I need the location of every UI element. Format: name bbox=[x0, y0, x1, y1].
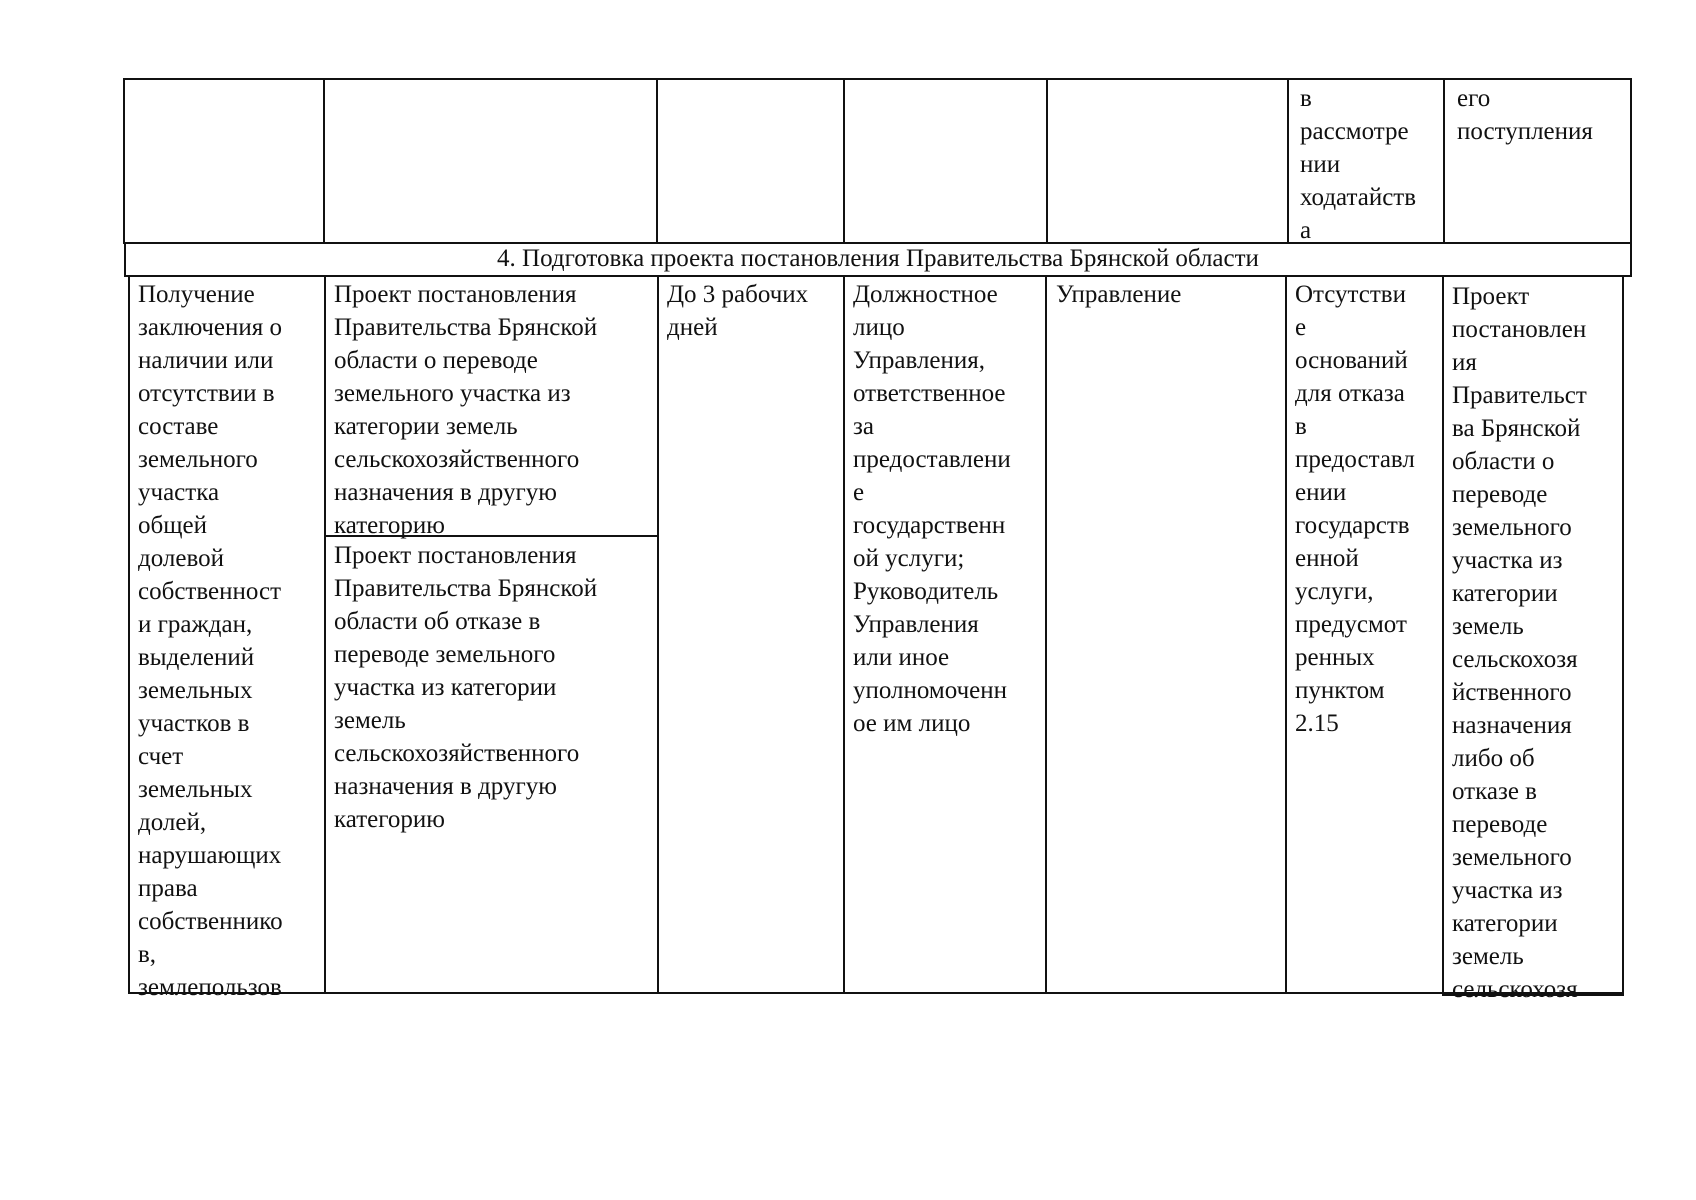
table-vline-main-4 bbox=[1045, 275, 1047, 994]
text-line: права bbox=[138, 875, 198, 902]
text-line: собственнико bbox=[138, 908, 283, 935]
text-line: области об отказе в bbox=[334, 608, 541, 635]
text-line: Управления, bbox=[853, 347, 986, 374]
text-line: ренных bbox=[1295, 644, 1375, 671]
text-line: ое им лицо bbox=[853, 710, 971, 737]
text-line: ия bbox=[1452, 349, 1477, 376]
table-vline-heading-right bbox=[1630, 242, 1632, 277]
text-line: земельных bbox=[138, 677, 253, 704]
text-line: долевой bbox=[138, 545, 224, 572]
text-line: ой услуги; bbox=[853, 545, 965, 572]
table-vline-top-7 bbox=[1630, 78, 1632, 244]
text-line: лицо bbox=[853, 314, 905, 341]
text-line: назначения в другую bbox=[334, 773, 557, 800]
text-line: нии bbox=[1300, 151, 1341, 178]
text-line: государственн bbox=[853, 512, 1006, 539]
col6-criteria-text bbox=[1287, 278, 1442, 740]
text-line: отсутствии в bbox=[138, 380, 275, 407]
text-line: Проект постановления bbox=[334, 542, 577, 569]
col1-text bbox=[130, 278, 324, 1004]
col7-result-text bbox=[1444, 280, 1622, 1006]
table-vline-top-4 bbox=[1046, 78, 1048, 244]
top-row-col7-text bbox=[1449, 82, 1629, 148]
text-line: земельных bbox=[138, 776, 253, 803]
text-line: поступления bbox=[1457, 118, 1593, 145]
text-line: Проект bbox=[1452, 283, 1530, 310]
text-line: ответственное bbox=[853, 380, 1006, 407]
text-line: участка из bbox=[1452, 877, 1563, 904]
text-line: переводе земельного bbox=[334, 641, 556, 668]
text-line: назначения в другую bbox=[334, 479, 557, 506]
text-line: Управления bbox=[853, 611, 979, 638]
text-line: государств bbox=[1295, 512, 1410, 539]
text-line: назначения bbox=[1452, 712, 1572, 739]
text-line: участка из категории bbox=[334, 674, 557, 701]
text-line: а bbox=[1300, 217, 1312, 244]
table-vline-top-0 bbox=[123, 78, 125, 244]
text-line: Правительст bbox=[1452, 382, 1587, 409]
col2-decision-refuse-text bbox=[326, 539, 657, 836]
col5-place-text bbox=[1048, 278, 1285, 311]
text-line: оснований bbox=[1295, 347, 1408, 374]
text-line: долей, bbox=[138, 809, 207, 836]
text-line: Должностное bbox=[853, 281, 998, 308]
text-line: в bbox=[1295, 413, 1307, 440]
text-line: ходатайств bbox=[1300, 184, 1417, 211]
text-line: предоставлени bbox=[853, 446, 1011, 473]
text-line: области о переводе bbox=[334, 347, 538, 374]
col2-decision-grant-text bbox=[326, 278, 657, 542]
text-line: сельскохозя bbox=[1452, 976, 1578, 1003]
text-line: земель bbox=[1452, 943, 1524, 970]
text-line: его bbox=[1457, 85, 1491, 112]
text-line: Правительства Брянской bbox=[334, 575, 598, 602]
text-line: общей bbox=[138, 512, 207, 539]
text-line: землепользов bbox=[138, 974, 282, 1001]
text-line: сельскохозя bbox=[1452, 646, 1578, 673]
text-line: рассмотре bbox=[1300, 118, 1409, 145]
table-border-top bbox=[123, 78, 1632, 80]
text-line: для отказа bbox=[1295, 380, 1405, 407]
text-line: енной bbox=[1295, 545, 1359, 572]
text-line: категории bbox=[1452, 580, 1558, 607]
text-line: Правительства Брянской bbox=[334, 314, 598, 341]
text-line: сельскохозяйственного bbox=[334, 446, 580, 473]
text-line: постановлен bbox=[1452, 316, 1587, 343]
text-line: земель bbox=[334, 707, 406, 734]
table-vline-top-1 bbox=[323, 78, 325, 244]
text-line: земельного bbox=[1452, 844, 1572, 871]
text-line: До 3 рабочих bbox=[667, 281, 809, 308]
text-line: выделений bbox=[138, 644, 255, 671]
text-line: категории земель bbox=[334, 413, 518, 440]
text-line: участков в bbox=[138, 710, 250, 737]
table-vline-top-5 bbox=[1287, 78, 1289, 244]
text-line: участка bbox=[138, 479, 220, 506]
text-line: заключения о bbox=[138, 314, 282, 341]
text-line: Отсутстви bbox=[1295, 281, 1406, 308]
text-line: Получение bbox=[138, 281, 255, 308]
text-line: категорию bbox=[334, 512, 445, 539]
table-vline-top-6 bbox=[1443, 78, 1445, 244]
table-vline-top-3 bbox=[843, 78, 845, 244]
text-line: и граждан, bbox=[138, 611, 253, 638]
text-line: ва Брянской bbox=[1452, 415, 1581, 442]
text-line: в bbox=[1300, 85, 1312, 112]
table-border-bottom bbox=[128, 992, 1624, 994]
text-line: 2.15 bbox=[1295, 710, 1339, 737]
text-line: дней bbox=[667, 314, 718, 341]
text-line: отказе в bbox=[1452, 778, 1537, 805]
text-line: предусмот bbox=[1295, 611, 1407, 638]
text-line: е bbox=[853, 479, 865, 506]
text-line: переводе bbox=[1452, 481, 1548, 508]
text-line: переводе bbox=[1452, 811, 1548, 838]
top-row-col6-text bbox=[1292, 82, 1442, 247]
table-vline-top-2 bbox=[656, 78, 658, 244]
text-line: наличии или bbox=[138, 347, 274, 374]
text-line: за bbox=[853, 413, 874, 440]
text-line: предоставл bbox=[1295, 446, 1415, 473]
text-line: категорию bbox=[334, 806, 445, 833]
text-line: пунктом bbox=[1295, 677, 1385, 704]
text-line: уполномоченн bbox=[853, 677, 1008, 704]
text-line: земельного участка из bbox=[334, 380, 571, 407]
text-line: Проект постановления bbox=[334, 281, 577, 308]
text-line: земельного bbox=[1452, 514, 1572, 541]
text-line: счет bbox=[138, 743, 184, 770]
text-line: участка из bbox=[1452, 547, 1563, 574]
text-line: услуги, bbox=[1295, 578, 1374, 605]
text-line: категории bbox=[1452, 910, 1558, 937]
table-vline-main-7 bbox=[1622, 275, 1624, 996]
text-line: либо об bbox=[1452, 745, 1535, 772]
text-line: в, bbox=[138, 941, 157, 968]
text-line: Управление bbox=[1056, 281, 1182, 308]
text-line: или иное bbox=[853, 644, 950, 671]
text-line: собственност bbox=[138, 578, 281, 605]
text-line: Руководитель bbox=[853, 578, 999, 605]
text-line: сельскохозяйственного bbox=[334, 740, 580, 767]
table-rule-heading-bottom bbox=[126, 275, 1632, 277]
col4-responsible-text bbox=[845, 278, 1045, 740]
text-line: ении bbox=[1295, 479, 1347, 506]
text-line: йственного bbox=[1452, 679, 1572, 706]
text-line: земель bbox=[1452, 613, 1524, 640]
text-line: составе bbox=[138, 413, 219, 440]
text-line: земельного bbox=[138, 446, 258, 473]
text-line: области о bbox=[1452, 448, 1555, 475]
col3-term-text bbox=[659, 278, 843, 344]
section-heading: 4. Подготовка проекта постановления Правительства Брянской области bbox=[497, 245, 1259, 272]
text-line: е bbox=[1295, 314, 1307, 341]
table-vline-main-2 bbox=[657, 275, 659, 994]
text-line: нарушающих bbox=[138, 842, 282, 869]
